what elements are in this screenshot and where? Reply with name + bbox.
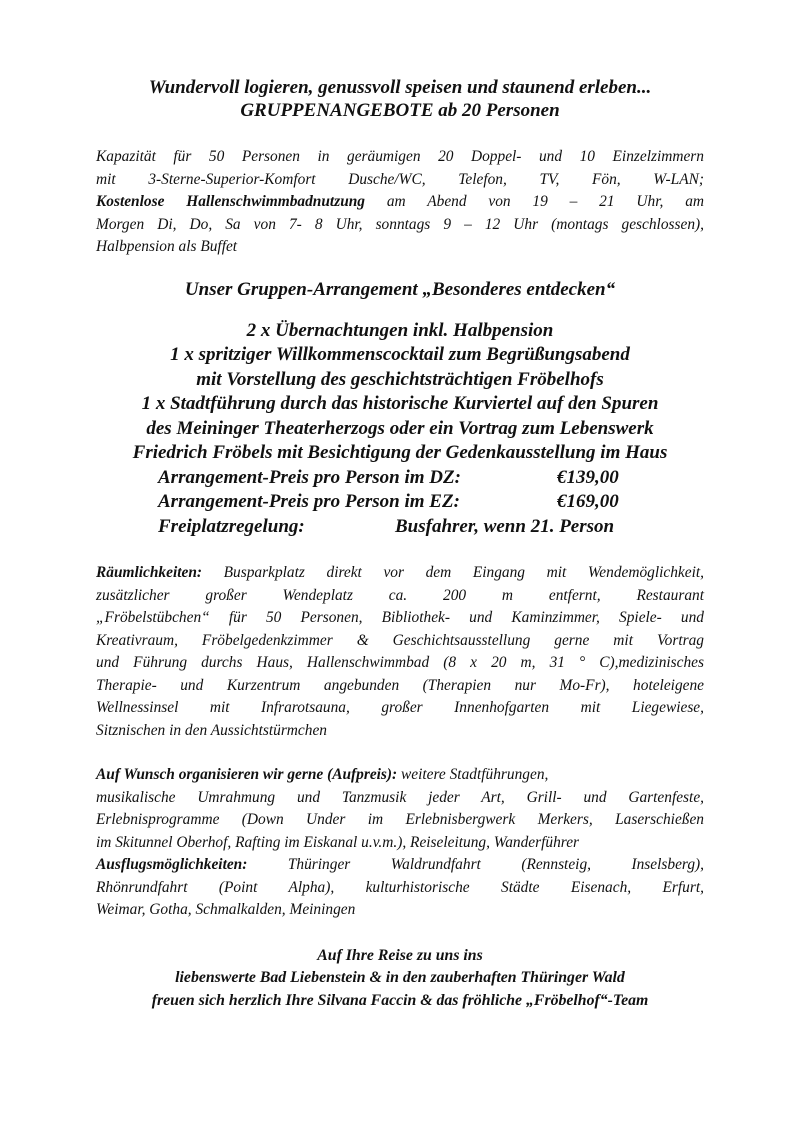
arrangement-item: 1 x Stadtführung durch das historische Kurviertel auf den Spuren [141, 393, 659, 414]
rooms-line: Therapie- und Kurzentrum angebunden (Therapien nur Mo-Fr), hoteleigene [96, 676, 704, 694]
extras-line [96, 764, 704, 787]
extras-line: im Skitunnel Oberhof, Rafting im Eiskanal u.v.m.), Reiseleitung, Wanderführer [96, 833, 580, 851]
extras-line: Erlebnisprogramme (Down Under im Erlebnisbergwerk Merkers, Laserschießen [96, 811, 704, 828]
free-place-label: Freiplatzregelung: [158, 515, 305, 537]
rooms-line-text: Busparkplatz direkt vor dem Eingang mit Wendemöglichkeit, [202, 564, 704, 581]
rooms-line: Sitznischen in den Aussichtstürmchen [96, 721, 327, 739]
price-dz-value: €139,00 [557, 466, 619, 488]
rooms-line: Kreativraum, Fröbelgedenkzimmer & Geschichtsausstellung gerne mit Vortrag [96, 631, 704, 649]
extras-line: Rhönrundfahrt (Point Alpha), kulturhistorische Städte Eisenach, Erfurt, [96, 878, 704, 896]
rooms-line: „Fröbelstübchen“ für 50 Personen, Bibliothek- und Kaminzimmer, Spiele- und [96, 609, 704, 626]
free-place-value: Busfahrer, wenn 21. Person [395, 515, 615, 537]
price-dz-label: Arrangement-Preis pro Person im DZ: [158, 466, 461, 488]
pool-label: Kostenlose Hallenschwimmbadnutzung [96, 193, 366, 210]
arrangement-item: des Meininger Theaterherzogs oder ein Vortrag zum Lebenswerk [146, 417, 654, 439]
closing-section [96, 945, 704, 1013]
price-row-dz [96, 466, 704, 491]
extras-section [96, 764, 704, 922]
arrangement-item: mit Vorstellung des geschichtsträchtigen Fröbelhofs [196, 368, 604, 390]
arrangement-details [96, 319, 704, 540]
arrangement-item: 2 x Übernachtungen inkl. Halbpension [246, 319, 554, 341]
extras-line [96, 854, 704, 877]
capacity-line: Morgen Di, Do, Sa von 7- 8 Uhr, sonntags 9 – 12 Uhr (montags geschlossen), [96, 215, 704, 233]
capacity-line [96, 191, 704, 214]
page-title [96, 76, 704, 122]
extras-label: Auf Wunsch organisieren wir gerne (Aufpreis): [96, 766, 398, 783]
capacity-line: Kapazität für 50 Personen in geräumigen 20 Doppel- und 10 Einzelzimmern [96, 148, 704, 165]
pool-hours: am Abend von 19 – 21 Uhr, am [365, 193, 704, 210]
title-line-2: GRUPPENANGEBOTE ab 20 Personen [240, 100, 560, 121]
flyer-page [96, 76, 704, 1012]
capacity-line: Halbpension als Buffet [96, 238, 238, 255]
price-ez-label: Arrangement-Preis pro Person im EZ: [158, 491, 460, 512]
arrangement-item: Friedrich Fröbels mit Besichtigung der Gedenkausstellung im Haus [132, 442, 668, 463]
capacity-line: mit 3-Sterne-Superior-Komfort Dusche/WC, Telefon, TV, Fön, W-LAN; [96, 170, 704, 188]
extras-line: musikalische Umrahmung und Tanzmusik jeder Art, Grill- und Gartenfeste, [96, 788, 704, 806]
arrangement-item: 1 x spritziger Willkommenscocktail zum Begrüßungsabend [170, 344, 630, 365]
rooms-line: Wellnessinsel mit Infrarotsauna, großer Innenhofgarten mit Liegewiese, [96, 699, 704, 716]
trips-line-text: Thüringer Waldrundfahrt (Rennsteig, Inselsberg), [247, 856, 704, 873]
rooms-label: Räumlichkeiten: [96, 564, 203, 581]
price-row-ez [96, 490, 704, 515]
title-line-1: Wundervoll logieren, genussvoll speisen und staunend erleben... [148, 77, 652, 98]
rooms-line [96, 562, 704, 585]
trips-label: Ausflugsmöglichkeiten: [96, 856, 248, 873]
extras-line: Weimar, Gotha, Schmalkalden, Meiningen [96, 901, 356, 918]
rooms-section [96, 562, 704, 742]
closing-line: Auf Ihre Reise zu uns ins [317, 946, 483, 964]
extras-line-text: weitere Stadtführungen, [397, 766, 549, 783]
capacity-section [96, 146, 704, 259]
closing-line: freuen sich herzlich Ihre Silvana Faccin & das fröhliche „Fröbelhof“-Team [151, 991, 649, 1009]
rooms-line: zusätzlicher großer Wendeplatz ca. 200 m entfernt, Restaurant [96, 586, 704, 604]
price-ez-value: €169,00 [557, 491, 619, 512]
rooms-line: und Führung durchs Haus, Hallenschwimmbad (8 x 20 m, 31 ° C),medizinisches [96, 654, 704, 671]
arrangement-heading: Unser Gruppen-Arrangement „Besonderes entdecken“ [184, 278, 616, 300]
closing-line: liebenswerte Bad Liebenstein & in den zauberhaften Thüringer Wald [175, 969, 625, 986]
free-place-row [96, 515, 704, 540]
